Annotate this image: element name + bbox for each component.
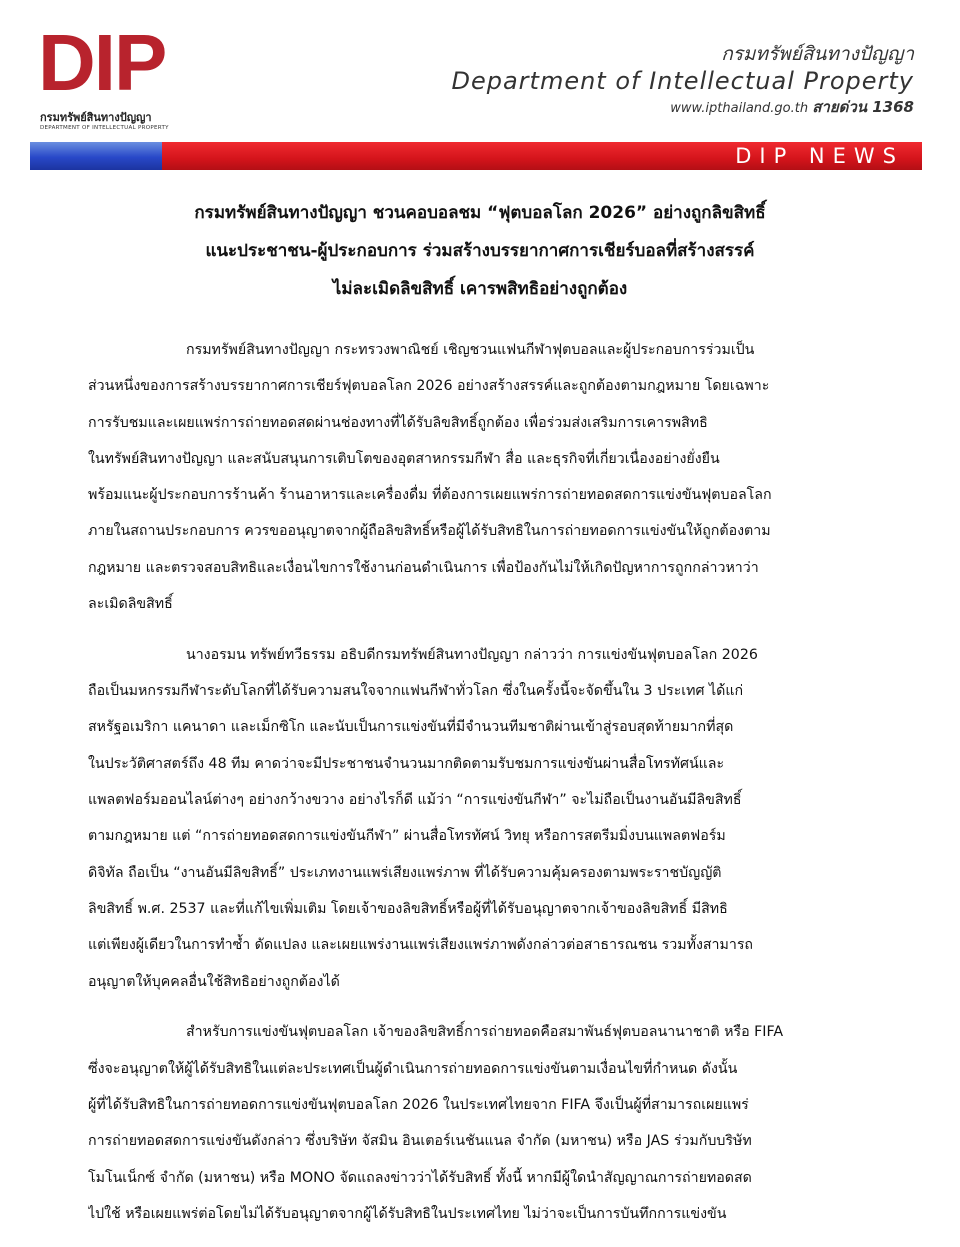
text-line: ภายในสถานประกอบการ ควรขออนุญาตจากผู้ถือลิขสิทธิ์หรือผู้ได้รับสิทธิในการถ่ายทอดการแข่งขันให้ถูกต้องตาม: [88, 523, 771, 540]
department-thai-name: กรมทรัพย์สินทางปัญญา: [721, 43, 914, 65]
text-line: กรมทรัพย์สินทางปัญญา กระทรวงพาณิชย์ เชิญชวนแฟนกีฬาฟุตบอลและผู้ประกอบการร่วมเป็น: [186, 342, 755, 358]
headline-line: ไม่ละเมิดลิขสิทธิ์ เคารพสิทธิอย่างถูกต้อง: [332, 279, 628, 299]
department-english-name: Department of Intellectual Property: [451, 67, 914, 95]
website-text: www.ipthailand.go.th: [670, 101, 809, 116]
logo-letters: DIP: [38, 18, 166, 107]
text-line: ผู้ที่ได้รับสิทธิในการถ่ายทอดการแข่งขันฟุตบอลโลก 2026 ในประเทศไทยจาก FIFA จึงเป็นผู้ที่สามารถเผยแพร่: [88, 1096, 749, 1113]
letterhead: [0, 0, 960, 180]
headline-line: กรมทรัพย์สินทางปัญญา ชวนคอบอลชม “ฟุตบอลโลก 2026” อย่างถูกลิขสิทธิ์: [194, 203, 766, 223]
contact-line: [451, 96, 914, 120]
text-line: การรับชมและเผยแพร่การถ่ายทอดสดผ่านช่องทางที่ได้รับลิขสิทธิ์ถูกต้อง เพื่อร่วมส่งเสริมการเคารพสิทธิ: [88, 414, 708, 431]
text-line: การถ่ายทอดสดการแข่งขันดังกล่าว ซึ่งบริษัท จัสมิน อินเตอร์เนชันแนล จำกัด (มหาชน) หรือ JAS ร่วมกับบริษัท: [88, 1133, 752, 1150]
dip-logo: [38, 18, 198, 136]
text-line: กฎหมาย และตรวจสอบสิทธิและเงื่อนไขการใช้งานก่อนดำเนินการ เพื่อป้องกันไม่ให้เกิดปัญหาการถูกกล่าวหาว่า: [88, 559, 759, 576]
hotline-text: สายด่วน 1368: [812, 98, 914, 116]
text-line: ลิขสิทธิ์ พ.ศ. 2537 และที่แก้ไขเพิ่มเติม โดยเจ้าของลิขสิทธิ์หรือผู้ที่ได้รับอนุญาตจากเจ้าของลิขสิทธิ์ มีสิทธิ: [88, 900, 728, 917]
text-line: โมโนเน็กซ์ จำกัด (มหาชน) หรือ MONO จัดแถลงข่าวว่าได้รับสิทธิ์ ทั้งนี้ หากมีผู้ใดนำสัญญาณการถ่ายทอดสด: [88, 1169, 752, 1186]
text-line: ไปใช้ หรือเผยแพร่ต่อโดยไม่ได้รับอนุญาตจากผู้ได้รับสิทธิในประเทศไทย ไม่ว่าจะเป็นการบันทึกการแข่งขัน: [88, 1205, 727, 1222]
text-line: ซึ่งจะอนุญาตให้ผู้ได้รับสิทธิในแต่ละประเทศเป็นผู้ดำเนินการถ่ายทอดการแข่งขันตามเงื่อนไขที่กำหนด ดังนั้น: [88, 1060, 738, 1077]
text-line: ในทรัพย์สินทางปัญญา และสนับสนุนการเติบโตของอุตสาหกรรมกีฬา สื่อ และธุรกิจที่เกี่ยวเนื่องอย่างยั่งยืน: [88, 450, 720, 467]
text-line: นางอรมน ทรัพย์ทวีธรรม อธิบดีกรมทรัพย์สินทางปัญญา กล่าวว่า การแข่งขันฟุตบอลโลก 2026: [186, 646, 758, 663]
headline-line: แนะประชาชน-ผู้ประกอบการ ร่วมสร้างบรรยากาศการเชียร์บอลที่สร้างสรรค์: [205, 241, 755, 261]
text-line: ส่วนหนึ่งของการสร้างบรรยากาศการเชียร์ฟุตบอลโลก 2026 อย่างสร้างสรรค์และถูกต้องตามกฎหมาย โดยเฉพาะ: [88, 378, 770, 395]
text-line: สำหรับการแข่งขันฟุตบอลโลก เจ้าของลิขสิทธิ์การถ่ายทอดคือสมาพันธ์ฟุตบอลนานาชาติ หรือ FIFA: [186, 1024, 784, 1041]
text-line: ดิจิทัล ถือเป็น “งานอันมีลิขสิทธิ์” ประเภทงานแพร่เสียงแพร่ภาพ ที่ได้รับความคุ้มครองตามพระราชบัญญัติ: [88, 864, 722, 881]
logo-english-name: DEPARTMENT OF INTELLECTUAL PROPERTY: [40, 125, 169, 131]
text-line: แต่เพียงผู้เดียวในการทำซ้ำ ดัดแปลง และเผยแพร่งานแพร่เสียงแพร่ภาพดังกล่าวต่อสาธารณชน รวมทั้งสามารถ: [88, 937, 754, 954]
text-line: สหรัฐอเมริกา แคนาดา และเม็กซิโก และนับเป็นการแข่งขันที่มีจำนวนทีมชาติผ่านเข้าสู่รอบสุดท้ายมากที่สุด: [88, 719, 734, 736]
text-line: ตามกฎหมาย แต่ “การถ่ายทอดสดการแข่งขันกีฬา” ผ่านสื่อโทรทัศน์ วิทยุ หรือการสตรีมมิ่งบนแพลตฟอร์ม: [88, 828, 726, 845]
article-body: [88, 332, 880, 1247]
text-line: พร้อมแนะผู้ประกอบการร้านค้า ร้านอาหารและเครื่องดื่ม ที่ต้องการเผยแพร่การถ่ายทอดสดการแข่งขันฟุตบอลโลก: [88, 487, 772, 504]
news-banner: [30, 142, 922, 170]
banner-blue-segment: [30, 142, 162, 170]
paragraph-1: [88, 332, 880, 622]
text-line: แพลตฟอร์มออนไลน์ต่างๆ อย่างกว้างขวาง อย่างไรก็ดี แม้ว่า “การแข่งขันกีฬา” จะไม่ถือเป็นงานอันมีลิขสิทธิ์: [88, 792, 742, 809]
banner-text: DIP NEWS: [735, 144, 904, 168]
text-line: อนุญาตให้บุคคลอื่นใช้สิทธิอย่างถูกต้องได้: [88, 973, 340, 990]
paragraph-2: [88, 637, 880, 1000]
logo-thai-name: กรมทรัพย์สินทางปัญญา: [40, 111, 152, 124]
department-block: [451, 42, 914, 120]
paragraph-3: [88, 1014, 880, 1232]
text-line: ถือเป็นมหกรรมกีฬาระดับโลกที่ได้รับความสนใจจากแฟนกีฬาทั่วโลก ซึ่งในครั้งนี้จะจัดขึ้นใน 3 ประเทศ ได้แก่: [88, 683, 744, 700]
text-line: ในประวัติศาสตร์ถึง 48 ทีม คาดว่าจะมีประชาชนจำนวนมากติดตามรับชมการแข่งขันผ่านสื่อโทรทัศน์และ: [88, 755, 725, 772]
press-release-headline: [60, 194, 900, 308]
text-line: ละเมิดลิขสิทธิ์: [88, 596, 173, 613]
